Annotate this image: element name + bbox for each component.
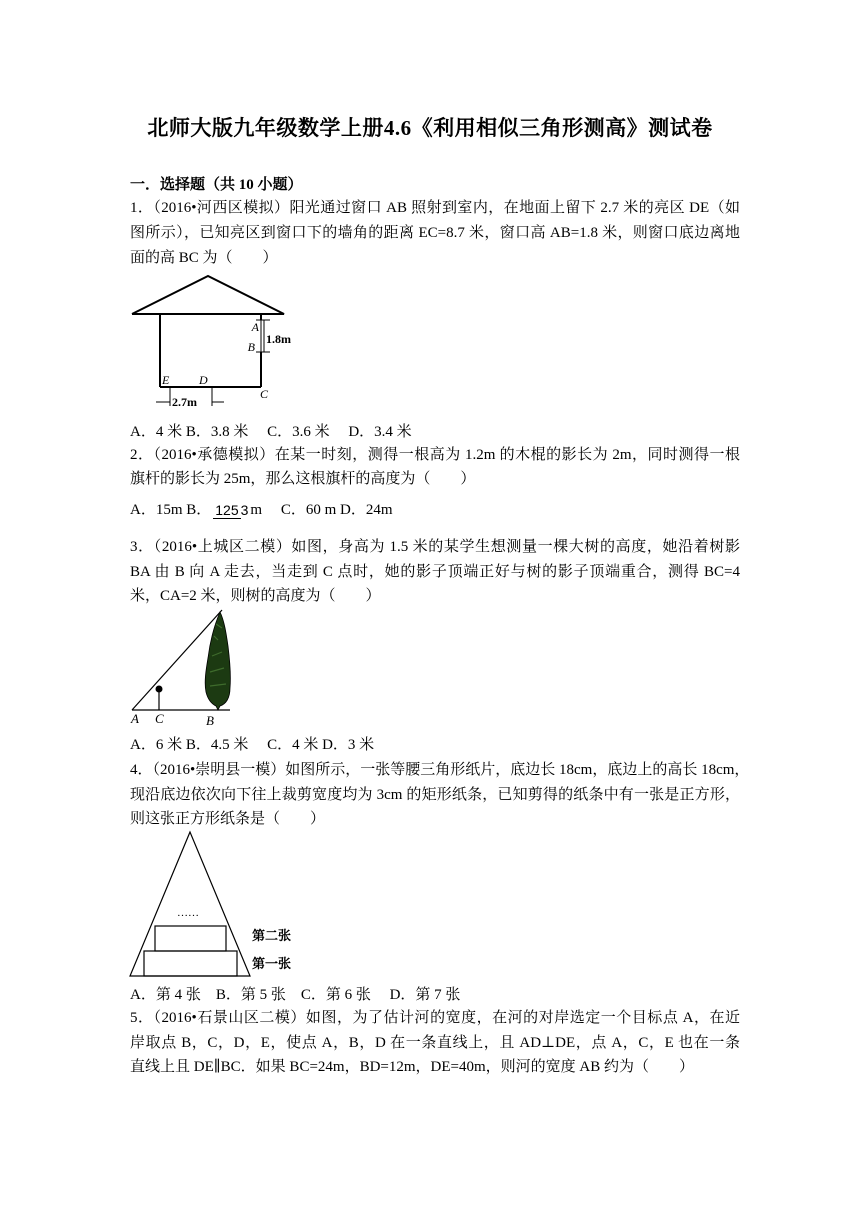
q1-line-3: 面的高 BC 为（ ） xyxy=(130,250,278,266)
q1-house-figure xyxy=(128,268,298,413)
q3-tree-figure xyxy=(126,606,256,732)
q1-options: A．4 米 B．3.8 米 C．3.6 米 D．3.4 米 xyxy=(130,424,412,440)
q1-label-a: A xyxy=(251,320,259,334)
q3-label-a: A xyxy=(131,711,139,726)
q3-tree-icon xyxy=(205,612,230,710)
q1-label-width: 2.7m xyxy=(172,395,197,409)
q5-line-1: 5．（2016•石景山区二模）如图，为了估计河的宽度，在河的对岸选定一个目标点 A，在近 xyxy=(130,1010,740,1026)
q3-label-b: B xyxy=(206,713,214,728)
q4-line-2: 现沿底边依次向下往上裁剪宽度均为 3cm 的矩形纸条，已知剪得的纸条中有一张是正方形， xyxy=(130,787,740,803)
q2-option-rest: m C．60 m D．24m xyxy=(250,502,393,518)
q2-option-b-fraction xyxy=(213,502,248,519)
q2-line-1: 2．（2016•承德模拟）在某一时刻，测得一根高为 1.2m 的木棍的影长为 2m，同时测得一根 xyxy=(130,447,740,463)
q3-line-1: 3．（2016•上城区二模）如图，身高为 1.5 米的某学生想测量一棵大树的高度，她沿着树影 xyxy=(130,539,740,555)
q4-strip-first xyxy=(144,951,237,976)
q4-line-3: 则这张正方形纸条是（ ） xyxy=(130,811,326,827)
q1-line-1: 1．（2016•河西区模拟）阳光通过窗口 AB 照射到室内，在地面上留下 2.7 米的亮区 DE（如 xyxy=(130,200,740,216)
q2-fraction-numerator: 125 xyxy=(215,502,239,519)
q4-label-first: 第一张 xyxy=(252,956,292,971)
q3-student-icon xyxy=(156,686,163,693)
q1-label-e: E xyxy=(162,373,170,387)
q1-label-c: C xyxy=(260,387,269,401)
q4-label-second: 第二张 xyxy=(252,928,292,943)
q5-line-3: 直线上且 DE∥BC．如果 BC=24m，BD=12m，DE=40m，则河的宽度 AB 约为（ ） xyxy=(130,1059,694,1075)
q4-options: A．第 4 张 B．第 5 张 C．第 6 张 D．第 7 张 xyxy=(130,987,461,1003)
q4-strip-second xyxy=(155,926,226,951)
q3-line-2: BA 由 B 向 A 走去，当走到 C 点时，她的影子顶端正好与树的影子顶端重合，测得 BC=4 xyxy=(130,564,740,580)
section-heading: 一．选择题（共 10 小题） xyxy=(130,177,303,193)
q2-line-2: 旗杆的影长为 25m，那么这根旗杆的高度为（ ） xyxy=(130,471,476,487)
q2-options xyxy=(130,494,740,526)
document-title: 北师大版九年级数学上册4.6《利用相似三角形测高》测试卷 xyxy=(147,116,713,140)
q5-line-2: 岸取点 B，C，D，E，使点 A，B，D 在一条直线上，且 AD⊥DE，点 A，C，E 也在一条 xyxy=(130,1035,740,1051)
q4-dots: …… xyxy=(177,907,199,919)
q1-label-b: B xyxy=(247,340,255,354)
q2-option-a: A．15m B． xyxy=(130,502,212,518)
q3-label-c: C xyxy=(155,711,164,726)
q3-line-3: 米，CA=2 米，则树的高度为（ ） xyxy=(130,588,381,604)
q1-label-d: D xyxy=(199,373,208,387)
q4-triangle-figure xyxy=(126,830,306,980)
q2-fraction-denominator: 3 xyxy=(240,502,249,519)
q4-line-1: 4．（2016•崇明县一模）如图所示，一张等腰三角形纸片，底边长 18cm，底边上的高长 18cm， xyxy=(130,762,750,778)
q1-line-2: 图所示），已知亮区到窗口下的墙角的距离 EC=8.7 米，窗口高 AB=1.8 米，则窗口底边离地 xyxy=(130,225,740,241)
q3-options: A．6 米 B．4.5 米 C．4 米 D．3 米 xyxy=(130,737,375,753)
q1-label-height: 1.8m xyxy=(266,332,291,346)
